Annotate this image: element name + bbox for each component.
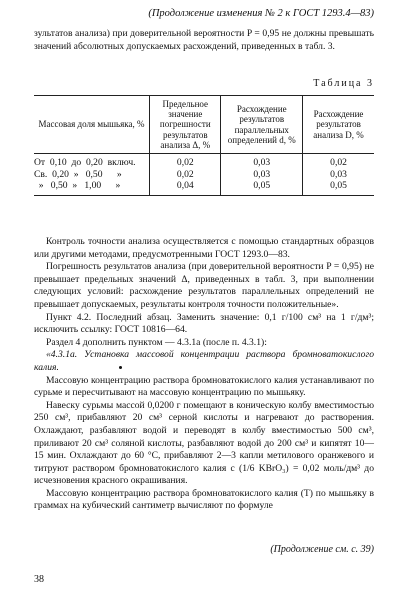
row-range: От 0,10 до 0,20 включ. <box>34 157 136 169</box>
cell-value: 0,03 <box>221 154 303 169</box>
table-row <box>34 169 374 181</box>
intro-block <box>34 28 374 53</box>
table-caption: Таблица 3 <box>313 78 374 89</box>
row-range: » 0,50 » 1,00 » <box>34 180 150 195</box>
body-paragraph: Массовую концентрацию раствора бромноватокислого калия (T) по мышьяку в граммах на кубический сантиметр вычисляют по формуле <box>34 487 374 512</box>
tolerance-table <box>34 95 374 196</box>
cell-value: 0,05 <box>221 180 303 195</box>
cell-value: 0,02 <box>150 169 221 181</box>
body-paragraph: Пункт 4.2. Последний абзац. Заменить значение: 0,1 г/100 см³ на 1 г/дм³; исключить ссылку: ГОСТ 10816—64. <box>34 311 374 336</box>
body-paragraph: Погрешность результатов анализа (при доверительной вероятности P = 0,95) не превышает предельных значений Δ, приведенных в табл. 3, при выполнении следующих условий: расхождение результатов параллельных определений не превышает допускаемых, результаты контроля точности положительные». <box>34 261 374 310</box>
cell-value: 0,03 <box>221 169 303 181</box>
table-header-row <box>34 96 374 154</box>
table-row <box>34 180 374 195</box>
body-paragraph: Навеску сурьмы массой 0,0200 г помещают в коническую колбу вместимостью 250 см³, прибавляют 20 см³ серной кислоты и нагревают до растворения. Охлаждают, разбавляют водой и переводят в колбу вместимостью 500 см³, приливают 20 см³ соляной кислоты, разбавляют водой до 200 см³ и кипятят 10—15 мин. Охлаждают до 60 °С, прибавляют 2—3 капли метилового оранжевого и титруют раствором бромноватокислого калия с (1/6 KBrO₃) = 0,02 моль/дм³ до исчезновения красного окрашивания. <box>34 399 374 487</box>
header-arsenic-fraction: Массовая доля мышьяка, % <box>34 96 150 154</box>
continuation-note: (Продолжение см. с. 39) <box>270 544 374 555</box>
section-title-text: «4.3.1а. Установка массовой концентрации раствора бромноватокислого калия. <box>34 349 374 373</box>
running-header: (Продолжение изменения № 2 к ГОСТ 1293.4—83) <box>148 8 374 19</box>
intro-paragraph: зультатов анализа) при доверительной вероятности P = 0,95 не должны превышать значений абсолютных допускаемых расхождений, приведенных в табл. 3. <box>34 28 374 52</box>
cell-value: 0,05 <box>303 180 374 195</box>
section-title <box>34 349 374 374</box>
header-analysis-discrepancy: Расхождение результатов анализа D, % <box>303 96 374 154</box>
row-range: Св. 0,20 » 0,50 » <box>34 168 122 180</box>
body-paragraph: Контроль точности анализа осуществляется с помощью стандартных образцов или другими методами, предусмотренными ГОСТ 1293.0—83. <box>34 236 374 260</box>
header-error-limit: Предельное значение погрешности результатов анализа Δ, % <box>150 96 221 154</box>
cell-value: 0,02 <box>303 154 374 169</box>
body-paragraph: Раздел 4 дополнить пунктом — 4.3.1а (после п. 4.3.1): <box>46 336 267 348</box>
cell-value: 0,04 <box>150 180 221 195</box>
ink-dot <box>119 366 122 369</box>
table-row <box>34 154 374 169</box>
body-block <box>34 236 374 513</box>
cell-value: 0,03 <box>303 169 374 181</box>
cell-value: 0,02 <box>150 154 221 169</box>
header-parallel-discrepancy: Расхождение результатов параллельных определений d, % <box>221 96 303 154</box>
document-page <box>34 0 374 603</box>
page-number: 38 <box>34 574 44 585</box>
body-paragraph: Массовую концентрацию раствора бромноватокислого калия устанавливают по сурьме и пересчитывают на массовую концентрацию по мышьяку. <box>34 374 374 399</box>
